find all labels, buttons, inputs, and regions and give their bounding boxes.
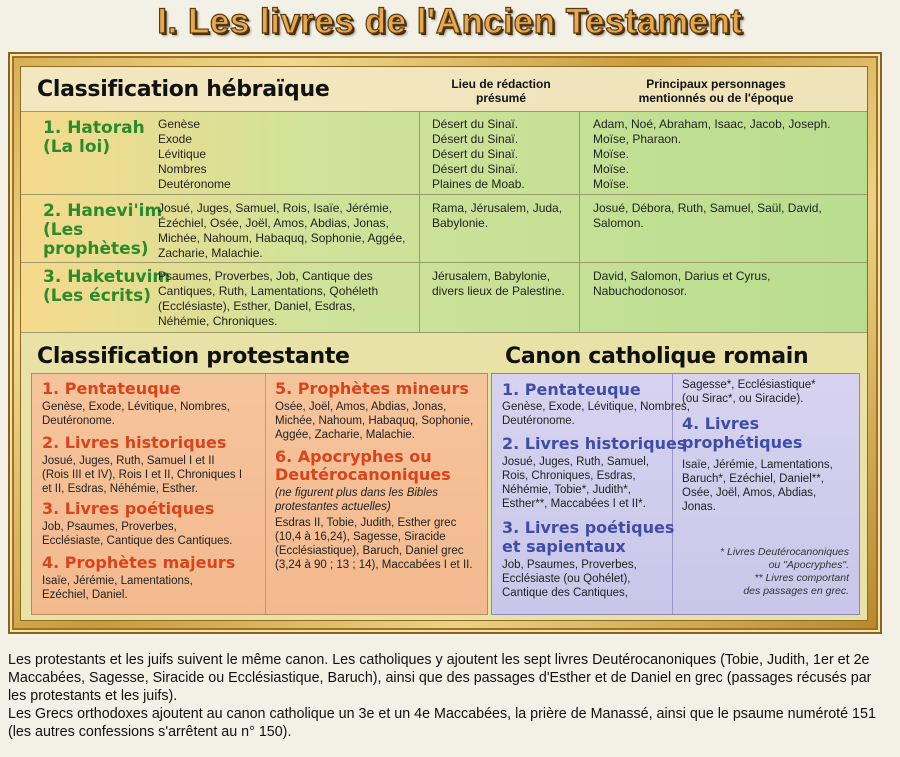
box-divider	[265, 374, 266, 614]
bottom-text	[8, 651, 888, 741]
bottom-paragraph: Les protestants et les juifs suivent le même canon. Les catholiques y ajoutent les sept livres Deutérocanoniques (Tobie, Judith, 1er et 2e Maccabées, Sagesse, Siracide ou Ecclésiastique, Baruch), ainsi que des passages d'Esther et de Daniel en grec (passages récusés par les protestants et les juifs).	[8, 652, 872, 704]
people-cell: David, Salomon, Darius et Cyrus, Nabuchodonosor.	[593, 269, 771, 298]
category-neviim: 2. Hanevi'im (Les prophètes)	[43, 201, 163, 259]
bottom-paragraph: Les Grecs orthodoxes ajoutent au canon catholique un 3e et un 4e Maccabées, la prière de Manassé, ainsi que le psaume numéroté 151 (les autres confessions s'arrêtent au n° 150).	[8, 706, 876, 740]
cath-historiques-title: 2. Livres historiques	[502, 434, 687, 453]
prot-mineurs-text: Osée, Joël, Amos, Abdias, Jonas, Michée, Nahoum, Habaquq, Sophonie, Aggée, Zacharie, Malachie.	[275, 401, 474, 441]
prot-apocryphes-text: Esdras II, Tobie, Judith, Esther grec (10,4 à 16,24), Sagesse, Siracide (Ecclésiastique), Baruch, Daniel grec (3,24 à 90 ; 13 ; 14), Maccabées I et II.	[275, 517, 473, 571]
people-cell: Adam, Noé, Abraham, Isaac, Jacob, Joseph. Moïse, Pharaon. Moïse. Moïse. Moïse.	[593, 117, 831, 191]
col-divider	[419, 111, 420, 332]
cath-sagesse-text: Sagesse*, Ecclésiastique* (ou Sirac*, ou Siracide).	[682, 379, 816, 405]
places-cell: Jérusalem, Babylonie, divers lieux de Palestine.	[432, 269, 565, 298]
places-cell: Rama, Jérusalem, Juda, Babylonie.	[432, 201, 563, 230]
col-divider	[579, 111, 580, 332]
books-cell: Genèse Exode Lévitique Nombres Deutéronome	[158, 117, 231, 191]
table-row	[21, 332, 867, 333]
col-people-heading: Principaux personnages mentionnés ou de l'époque	[638, 77, 794, 105]
prot-poetiques-title: 3. Livres poétiques	[42, 499, 215, 518]
prot-pentateuque-title: 1. Pentateuque	[42, 379, 181, 398]
prot-pentateuque-text: Genèse, Exode, Lévitique, Nombres, Deutéronome.	[42, 401, 230, 427]
books-cell: Josué, Juges, Samuel, Rois, Isaïe, Jérémie, Ézéchiel, Osée, Joël, Amos, Abdias, Jonas, Michée, Nahoum, Habaquq, Sophonie, Aggée, Zacharie, Malachie.	[158, 201, 406, 260]
table-row	[21, 111, 867, 112]
table-row	[21, 194, 867, 195]
protestant-box	[31, 373, 488, 615]
prot-majeurs-text: Isaïe, Jérémie, Lamentations, Ezéchiel, Daniel.	[42, 575, 193, 601]
cath-poetiques-text: Job, Psaumes, Proverbes, Ecclésiaste (ou Qohélet), Cantique des Cantiques,	[502, 559, 637, 599]
people-cell: Josué, Débora, Ruth, Samuel, Saül, David, Salomon.	[593, 201, 822, 230]
cath-pentateuque-text: Genèse, Exode, Lévitique, Nombres, Deutéronome.	[502, 401, 690, 427]
places-cell: Désert du Sinaï. Désert du Sinaï. Désert du Sinaï. Désert du Sinaï. Plaines de Moab.	[432, 117, 525, 191]
catholic-box	[491, 373, 860, 615]
prot-historiques-title: 2. Livres historiques	[42, 433, 227, 452]
page-title: I. Les livres de l'Ancien Testament	[157, 2, 743, 41]
prot-majeurs-title: 4. Prophètes majeurs	[42, 553, 236, 572]
category-ketuvim: 3. Haketuvim (Les écrits)	[43, 267, 171, 306]
prot-mineurs-title: 5. Prophètes mineurs	[275, 379, 469, 398]
hebrew-heading: Classification hébraïque	[37, 77, 330, 102]
content-panel	[20, 66, 868, 621]
cath-poetiques-title: 3. Livres poétiques et sapientaux	[502, 518, 675, 556]
col-place-heading: Lieu de rédaction présumé	[451, 77, 551, 105]
cath-historiques-text: Josué, Juges, Ruth, Samuel, Rois, Chroniques, Esdras, Néhémie, Tobie*, Judith*, Esther**, Maccabées I et II*.	[502, 456, 650, 510]
prot-poetiques-text: Job, Psaumes, Proverbes, Ecclésiaste, Cantique des Cantiques.	[42, 521, 233, 547]
category-torah: 1. Hatorah (La loi)	[43, 118, 145, 157]
table-row	[21, 262, 867, 263]
cath-footnote: * Livres Deutérocanoniques ou "Apocryphes". ** Livres comportant des passages en grec.	[720, 546, 849, 597]
catholic-heading: Canon catholique romain	[505, 344, 809, 369]
books-cell: Psaumes, Proverbes, Job, Cantique des Cantiques, Ruth, Lamentations, Qohéleth (Ecclésiaste), Esther, Daniel, Esdras, Néhémie, Chroniques.	[158, 269, 379, 328]
prot-historiques-text: Josué, Juges, Ruth, Samuel I et II (Rois III et IV), Rois I et II, Chroniques I et II, Esdras, Néhémie, Esther.	[42, 455, 243, 495]
cath-pentateuque-title: 1. Pentateuque	[502, 380, 641, 399]
cath-prophetiques-text: Isaïe, Jérémie, Lamentations, Baruch*, Ezéchiel, Daniel**, Osée, Joël, Amos, Abdias, Jonas.	[682, 459, 833, 513]
prot-apocryphes-title: 6. Apocryphes ou Deutérocanoniques	[275, 447, 451, 484]
protestant-heading: Classification protestante	[37, 344, 350, 369]
cath-prophetiques-title: 4. Livres prophétiques	[682, 414, 803, 452]
prot-apocryphes-note: (ne figurent plus dans les Bibles protestantes actuelles)	[275, 487, 439, 513]
